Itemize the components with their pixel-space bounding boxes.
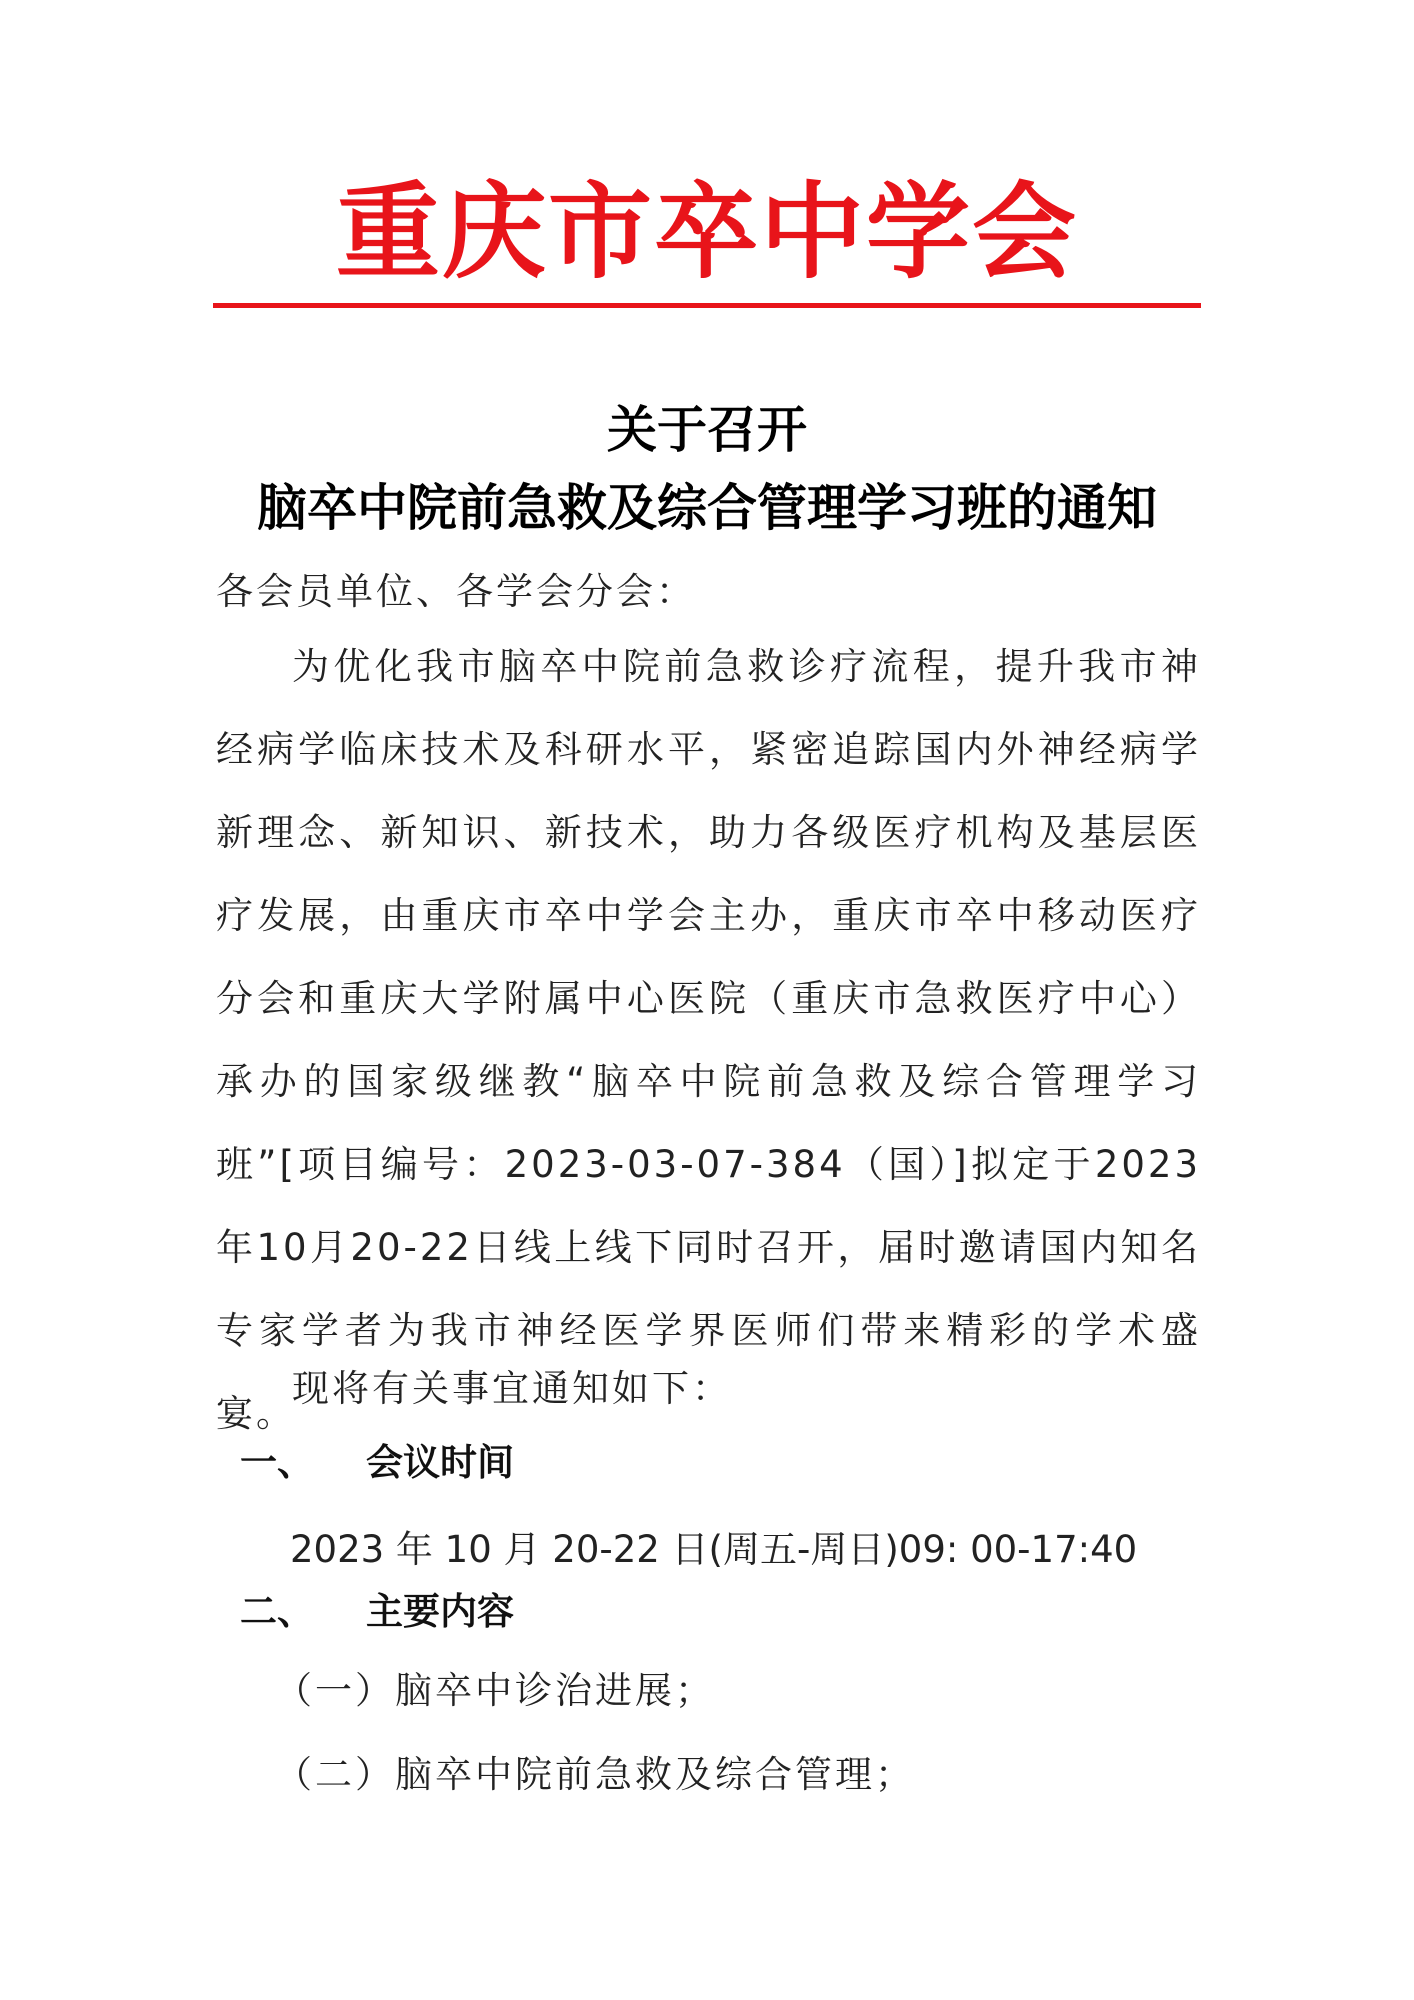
section-number-2: 二、 <box>240 1590 314 1633</box>
section-heading-2 <box>240 1587 514 1637</box>
salutation: 各会员单位、各学会分会： <box>216 570 696 613</box>
content-item-1: （一）脑卒中诊治进展； <box>275 1669 715 1712</box>
content-item-2: （二）脑卒中院前急救及综合管理； <box>275 1753 915 1796</box>
body-paragraph: 为优化我市脑卒中院前急救诊疗流程，提升我市神经病学临床技术及科研水平，紧密追踪国内外神经病学新理念、新知识、新技术，助力各级医疗机构及基层医疗发展，由重庆市卒中学会主办，重庆市卒中移动医疗分会和重庆大学附属中心医院（重庆市急救医疗中心）承办的国家级继教“脑卒中院前急救及综合管理学习班”[项目编号：2023-03-07-384（国）]拟定于2023年10月20-22日线上线下同时召开，届时邀请国内知名专家学者为我市神经医学界医师们带来精彩的学术盛宴。 <box>216 645 1201 1435</box>
meeting-time: 2023 年 10 月 20-22 日(周五-周日)09: 00-17:40 <box>290 1528 1138 1571</box>
letterhead-org-name: 重庆市卒中学会 <box>335 171 1078 293</box>
section-heading-1 <box>240 1438 514 1488</box>
section-title-2: 主要内容 <box>366 1590 514 1633</box>
document-title-line1: 关于召开 <box>607 400 807 459</box>
document-title-line2: 脑卒中院前急救及综合管理学习班的通知 <box>257 478 1157 537</box>
section-number-1: 一、 <box>240 1441 314 1484</box>
lead-paragraph: 现将有关事宜通知如下： <box>292 1367 732 1410</box>
letterhead-divider <box>213 303 1201 308</box>
section-title-1: 会议时间 <box>366 1441 514 1484</box>
